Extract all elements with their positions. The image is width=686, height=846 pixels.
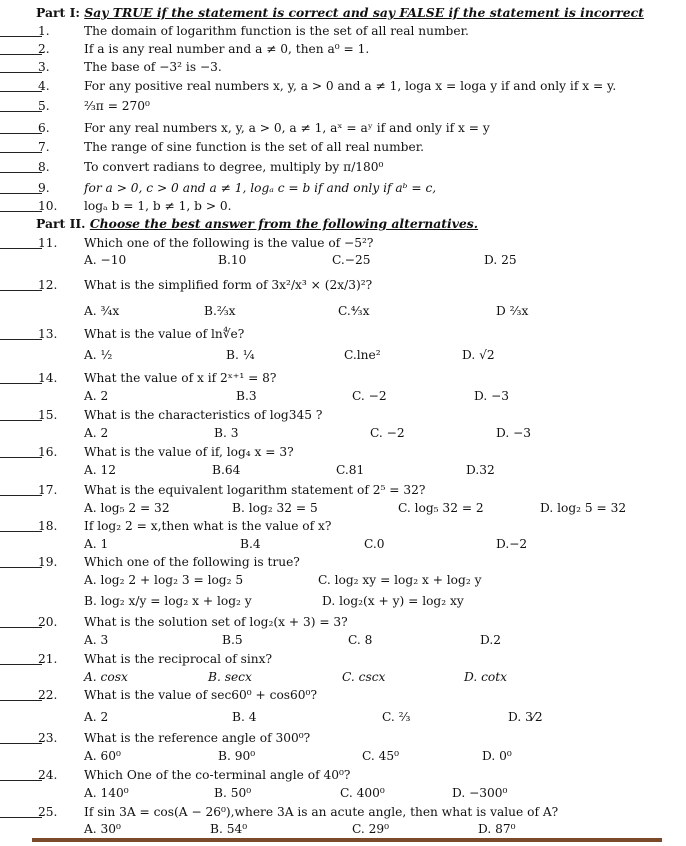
option-b[interactable]: B. 50⁰ [214, 786, 252, 800]
answer-blank[interactable] [0, 276, 42, 291]
answer-blank[interactable] [0, 158, 42, 173]
option-a[interactable]: A. 3 [84, 633, 109, 647]
option-b[interactable]: B.⅔x [204, 304, 236, 318]
mc-question [0, 553, 686, 571]
item-number: 8. [38, 160, 50, 174]
option-b[interactable]: B. 3 [214, 426, 239, 440]
option-a[interactable]: A. 1 [84, 537, 109, 551]
mc-question [0, 369, 686, 387]
mc-question [0, 650, 686, 668]
statement-text: To convert radians to degree, multiply by π/180⁰ [84, 160, 384, 174]
option-a[interactable]: A. −10 [84, 253, 127, 267]
item-number: 9. [38, 181, 50, 195]
mc-options [0, 251, 686, 269]
question-text: Which One of the co-terminal angle of 40⁰? [84, 768, 351, 782]
question-text: If sin 3A = cos(A − 26⁰),where 3A is an acute angle, then what is value of A? [84, 805, 559, 819]
item-number: 7. [38, 140, 50, 154]
mc-question [0, 481, 686, 499]
answer-blank[interactable] [0, 517, 42, 532]
option-c[interactable]: C.lne² [344, 348, 381, 362]
option-c[interactable]: C. −2 [352, 389, 387, 403]
item-number: 12. [38, 278, 58, 292]
answer-blank[interactable] [0, 650, 42, 665]
question-text: What is the equivalent logarithm statement of 2⁵ = 32? [84, 483, 426, 497]
option-b[interactable]: B. 4 [232, 710, 257, 724]
option-a[interactable]: A. log₅ 2 = 32 [84, 501, 170, 515]
answer-blank[interactable] [0, 22, 42, 37]
item-number: 11. [38, 236, 58, 250]
option-b[interactable]: B.64 [212, 463, 241, 477]
part1-instruction: Say TRUE if the statement is correct and say FALSE if the statement is incorrect [84, 5, 644, 20]
answer-blank[interactable] [0, 406, 42, 421]
option-c[interactable]: C.⁴⁄₃x [338, 304, 370, 318]
answer-blank[interactable] [0, 613, 42, 628]
option-c[interactable]: C. ⅔ [382, 710, 411, 724]
option-a[interactable]: A. ½ [84, 348, 113, 362]
option-a[interactable]: A. cosx [84, 670, 128, 684]
option-b[interactable]: B. log₂ 32 = 5 [232, 501, 318, 515]
option-d[interactable]: D. −3 [496, 426, 532, 440]
item-number: 17. [38, 483, 58, 497]
option-d[interactable]: D. −3 [474, 389, 510, 403]
answer-blank[interactable] [0, 234, 42, 249]
question-text: Which one of the following is the value of −5²? [84, 236, 374, 250]
mc-question [0, 686, 686, 704]
answer-blank[interactable] [0, 77, 42, 92]
mc-options [0, 424, 686, 442]
mc-options [0, 461, 686, 479]
option-c[interactable]: C. log₅ 32 = 2 [398, 501, 484, 515]
answer-blank[interactable] [0, 481, 42, 496]
statement-text: For any real numbers x, y, a > 0, a ≠ 1, aˣ = aʸ if and only if x = y [84, 121, 490, 135]
answer-blank[interactable] [0, 325, 42, 340]
option-d[interactable]: D. √2 [462, 348, 495, 362]
option-d[interactable]: D ⅔x [496, 304, 529, 318]
part2-label: Part II. [36, 216, 86, 231]
tf-item [0, 138, 686, 156]
item-number: 25. [38, 805, 58, 819]
option-b[interactable]: B.5 [222, 633, 243, 647]
question-text: What is the reference angle of 300⁰? [84, 731, 311, 745]
option-d[interactable]: D. −300⁰ [452, 786, 508, 800]
answer-blank[interactable] [0, 686, 42, 701]
mc-options [0, 535, 686, 553]
mc-question [0, 517, 686, 535]
part2-header [0, 215, 686, 233]
answer-blank[interactable] [0, 179, 42, 194]
mc-options [0, 592, 686, 610]
question-text: What is the characteristics of log345 ? [84, 408, 323, 422]
option-a[interactable]: A. 30⁰ [84, 822, 121, 836]
question-text: What is the solution set of log₂(x + 3) = 3? [84, 615, 348, 629]
item-number: 21. [38, 652, 58, 666]
item-number: 2. [38, 42, 50, 56]
answer-blank[interactable] [0, 766, 42, 781]
question-text: If log₂ 2 = x,then what is the value of x? [84, 519, 332, 533]
option-b[interactable]: B. secx [208, 670, 252, 684]
tf-item [0, 197, 686, 215]
option-a[interactable]: A. 60⁰ [84, 749, 121, 763]
option-c[interactable]: C. 8 [348, 633, 373, 647]
mc-question [0, 766, 686, 784]
option-b[interactable]: B. log₂ x/y = log₂ x + log₂ y [84, 594, 252, 608]
mc-options [0, 668, 686, 686]
item-number: 16. [38, 445, 58, 459]
mc-question [0, 234, 686, 252]
option-a[interactable]: A. 140⁰ [84, 786, 129, 800]
option-c[interactable]: C. −2 [370, 426, 405, 440]
item-number: 4. [38, 79, 50, 93]
statement-text: The base of −3² is −3. [84, 60, 222, 74]
item-number: 6. [38, 121, 50, 135]
item-number: 23. [38, 731, 58, 745]
mc-options [0, 784, 686, 802]
tf-item [0, 22, 686, 40]
item-number: 10. [38, 199, 58, 213]
tf-item [0, 77, 686, 95]
question-text: What is the simplified form of 3x²/x³ × (2x/3)²? [84, 278, 373, 292]
statement-text: The range of sine function is the set of all real number. [84, 140, 425, 154]
option-c[interactable]: C. 45⁰ [362, 749, 400, 763]
option-a[interactable]: A. log₂ 2 + log₂ 3 = log₂ 5 [84, 573, 244, 587]
mc-options [0, 346, 686, 364]
mc-options [0, 631, 686, 649]
part1-label: Part I: [36, 5, 80, 20]
option-c[interactable]: C.81 [336, 463, 365, 477]
option-b[interactable]: B. 54⁰ [210, 822, 248, 836]
item-number: 13. [38, 327, 58, 341]
part1-header [0, 4, 686, 22]
statement-text: for a > 0, c > 0 and a ≠ 1, logₐ c = b if and only if aᵇ = c, [84, 181, 437, 195]
item-number: 19. [38, 555, 58, 569]
option-c[interactable]: C. 400⁰ [340, 786, 385, 800]
item-number: 15. [38, 408, 58, 422]
item-number: 3. [38, 60, 50, 74]
mc-question [0, 443, 686, 461]
tf-item [0, 40, 686, 58]
answer-blank[interactable] [0, 197, 42, 212]
option-a[interactable]: A. 12 [84, 463, 117, 477]
page-bottom-rule [32, 838, 662, 842]
question-text: What is the reciprocal of sinx? [84, 652, 272, 666]
question-text: What is the value of sec60⁰ + cos60⁰? [84, 688, 317, 702]
option-d[interactable]: D. cotx [464, 670, 508, 684]
part2-instruction: Choose the best answer from the following alternatives. [89, 216, 479, 231]
tf-item [0, 58, 686, 76]
mc-question [0, 406, 686, 424]
option-b[interactable]: B.3 [236, 389, 257, 403]
answer-blank[interactable] [0, 443, 42, 458]
option-b[interactable]: B. 90⁰ [218, 749, 256, 763]
tf-item [0, 179, 686, 197]
option-c[interactable]: C. 29⁰ [352, 822, 390, 836]
option-d[interactable]: D. 87⁰ [478, 822, 516, 836]
option-c[interactable]: C.−25 [332, 253, 371, 267]
option-d[interactable]: D. 0⁰ [482, 749, 512, 763]
tf-item [0, 119, 686, 137]
option-c[interactable]: C. log₂ xy = log₂ x + log₂ y [318, 573, 482, 587]
option-a[interactable]: A. 2 [84, 710, 109, 724]
answer-blank[interactable] [0, 58, 42, 73]
statement-text: For any positive real numbers x, y, a > 0 and a ≠ 1, loga x = loga y if and only if x = y. [84, 79, 617, 93]
mc-question [0, 613, 686, 631]
answer-blank[interactable] [0, 138, 42, 153]
item-number: 18. [38, 519, 58, 533]
option-d[interactable]: D. log₂(x + y) = log₂ xy [322, 594, 464, 608]
statement-text: The domain of logarithm function is the set of all real number. [84, 24, 469, 38]
item-number: 24. [38, 768, 58, 782]
statement-text: If a is any real number and a ≠ 0, then a⁰ = 1. [84, 42, 370, 56]
mc-options [0, 387, 686, 405]
question-text: Which one of the following is true? [84, 555, 300, 569]
mc-options [0, 708, 686, 726]
mc-options [0, 302, 686, 320]
question-text: What the value of x if 2ˣ⁺¹ = 8? [84, 371, 277, 385]
option-d[interactable]: D. 25 [484, 253, 517, 267]
item-number: 1. [38, 24, 50, 38]
option-c[interactable]: C.0 [364, 537, 385, 551]
option-b[interactable]: B. ¼ [226, 348, 255, 362]
mc-options [0, 747, 686, 765]
item-number: 5. [38, 99, 50, 113]
answer-blank[interactable] [0, 553, 42, 568]
answer-blank[interactable] [0, 729, 42, 744]
option-a[interactable]: A. ¾x [84, 304, 120, 318]
answer-blank[interactable] [0, 803, 42, 818]
answer-blank[interactable] [0, 97, 42, 112]
item-number: 14. [38, 371, 58, 385]
option-a[interactable]: A. 2 [84, 389, 109, 403]
mc-options [0, 571, 686, 589]
question-text: What is the value of if, log₄ x = 3? [84, 445, 294, 459]
mc-question [0, 276, 686, 294]
option-b[interactable]: B.10 [218, 253, 247, 267]
option-c[interactable]: C. cscx [342, 670, 386, 684]
mc-question [0, 729, 686, 747]
option-a[interactable]: A. 2 [84, 426, 109, 440]
answer-blank[interactable] [0, 40, 42, 55]
option-b[interactable]: B.4 [240, 537, 261, 551]
option-d[interactable]: D. log₂ 5 = 32 [540, 501, 627, 515]
mc-options [0, 820, 686, 838]
statement-text: ²⁄₃π = 270⁰ [84, 99, 150, 113]
mc-question [0, 325, 686, 343]
mc-question [0, 803, 686, 821]
answer-blank[interactable] [0, 369, 42, 384]
statement-text: logₐ b = 1, b ≠ 1, b > 0. [84, 199, 232, 213]
answer-blank[interactable] [0, 119, 42, 134]
option-d[interactable]: D. 3⁄2 [508, 710, 543, 724]
tf-item [0, 158, 686, 176]
item-number: 20. [38, 615, 58, 629]
option-d[interactable]: D.−2 [496, 537, 528, 551]
mc-options [0, 499, 686, 517]
tf-item [0, 97, 686, 115]
question-text: What is the value of ln∜e? [84, 327, 245, 341]
item-number: 22. [38, 688, 58, 702]
option-d[interactable]: D.2 [480, 633, 501, 647]
option-d[interactable]: D.32 [466, 463, 495, 477]
